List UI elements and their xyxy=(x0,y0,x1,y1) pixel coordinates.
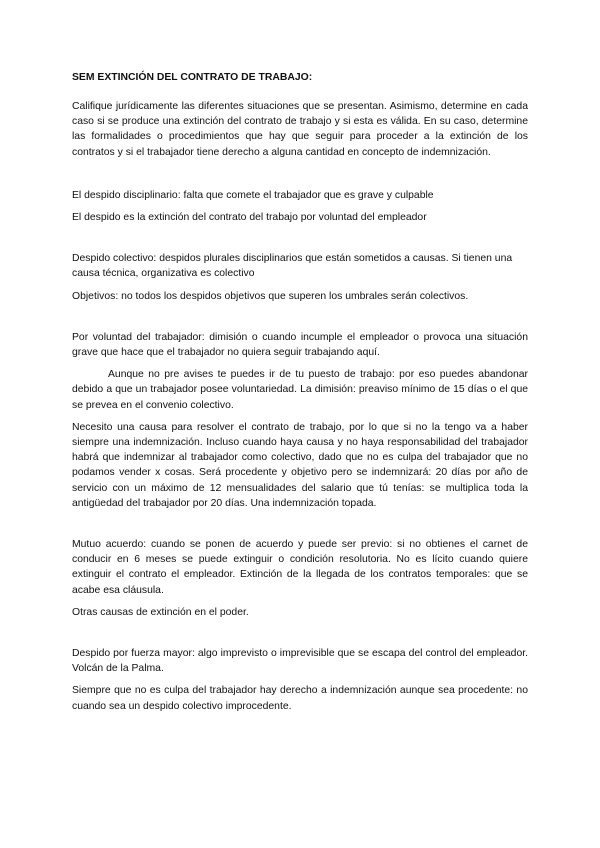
paragraph-fuerza-mayor: Despido por fuerza mayor: algo imprevisto o imprevisible que se escapa del control del empleador. Volcán de la Palma. xyxy=(72,648,528,675)
paragraph-preaviso: Aunque no pre avises te puedes ir de tu puesto de trabajo: por eso puedes abandonar debido a que un trabajador posee voluntariedad. La dimisión: preaviso mínimo de 15 días o el que se prevea en el convenio colectivo. xyxy=(72,369,528,411)
paragraph-indemnizacion: Necesito una causa para resolver el contrato de trabajo, por lo que si no la tengo va a haber siempre una indemnización. Incluso cuando haya causa y no haya responsabilidad del trabajador habrá que indemnizar al trabajador como colectivo, dado que no es culpa del trabajador que no podamos vender x cosas. Será procedente y objetivo pero se indemnizará: 20 días por año de servicio con un máximo de 12 mensualidades del salario que tú tenías: se multiplica toda la antigüedad del trabajador por 20 días. Una indemnización topada. xyxy=(72,421,528,509)
document-title: SEM EXTINCIÓN DEL CONTRATO DE TRABAJO: xyxy=(72,72,313,83)
document-page xyxy=(72,70,528,721)
paragraph-mutuo-acuerdo: Mutuo acuerdo: cuando se ponen de acuerdo y puede ser previo: si no obtienes el carnet de conducir en 6 meses se puede extinguir o condición resolutoria. No es lícito cuando quiere extinguir el contrato el empleador. Extinción de la llegada de los contratos temporales: que se acabe esa cláusula. xyxy=(72,539,528,596)
paragraph-otras-causas: Otras causas de extinción en el poder. xyxy=(72,606,249,618)
paragraph-despido-definicion: El despido es la extinción del contrato del trabajo por voluntad del empleador xyxy=(72,212,427,224)
paragraph-voluntad-trabajador: Por voluntad del trabajador: dimisión o cuando incumple el empleador o provoca una situación grave que hace que el trabajador no quiera seguir trabajando aquí. xyxy=(72,331,528,359)
paragraph-despido-disciplinario: El despido disciplinario: falta que comete el trabajador que es grave y culpable xyxy=(72,189,434,201)
paragraph-despido-colectivo: Despido colectivo: despidos plurales disciplinarios que están sometidos a causas. Si tienen una causa técnica, organizativa es colectivo xyxy=(72,253,513,280)
paragraph-objetivos: Objetivos: no todos los despidos objetivos que superen los umbrales serán colectivos. xyxy=(72,290,469,302)
paragraph-derecho-indemnizacion: Siempre que no es culpa del trabajador hay derecho a indemnización aunque sea procedente: no cuando sea un despido colectivo improcedente. xyxy=(72,685,528,712)
instructions-paragraph: Califique jurídicamente las diferentes situaciones que se presentan. Asimismo, determine en cada caso si se produce una extinción del contrato de trabajo y si esta es válida. En su caso, determine las formalidades o procedimientos que hay que seguir para proceder a la extinción de los contratos y si el trabajador tiene derecho a alguna cantidad en concepto de indemnización. xyxy=(72,101,528,158)
